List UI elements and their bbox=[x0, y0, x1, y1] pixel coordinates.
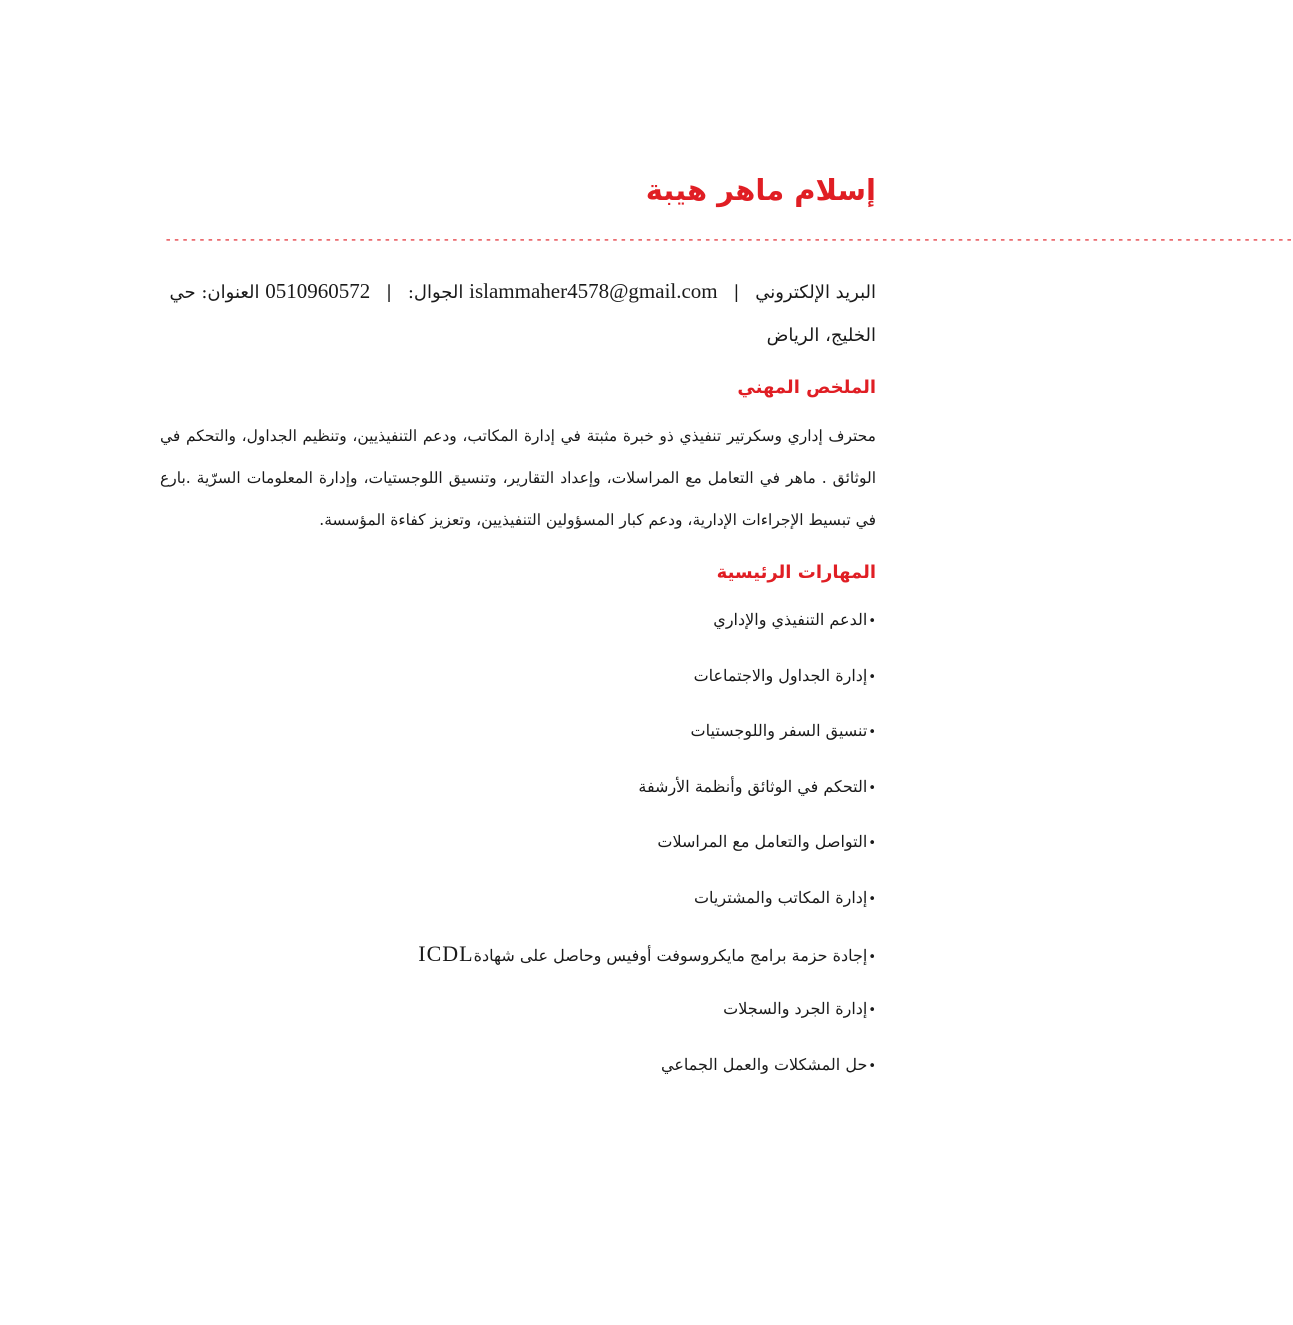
skill-label: إدارة الجداول والاجتماعات bbox=[693, 665, 868, 685]
skill-label: التواصل والتعامل مع المراسلات bbox=[657, 832, 868, 852]
bullet-icon: • bbox=[868, 1003, 876, 1019]
resume-page bbox=[160, 0, 1293, 1325]
skill-label: التحكم في الوثائق وأنظمة الأرشفة bbox=[638, 776, 868, 796]
skill-item bbox=[160, 654, 876, 710]
skill-item bbox=[160, 709, 876, 765]
contact-info bbox=[160, 270, 876, 357]
contact-separator: | bbox=[386, 282, 393, 303]
skill-label: حل المشكلات والعمل الجماعي bbox=[660, 1054, 868, 1074]
bullet-icon: • bbox=[868, 1058, 876, 1074]
skill-item bbox=[160, 987, 876, 1043]
skill-label: الدعم التنفيذي والإداري bbox=[713, 610, 868, 629]
phone-label: الجوال: bbox=[407, 282, 464, 303]
skill-label: تنسيق السفر واللوجستيات bbox=[690, 721, 868, 741]
skill-item bbox=[160, 765, 876, 821]
skill-label: إجادة حزمة برامج مايكروسوفت أوفيس وحاصل على شهادة bbox=[473, 945, 868, 965]
candidate-name: إسلام ماهر هيبة bbox=[645, 173, 876, 207]
summary-heading: الملخص المهني bbox=[737, 377, 876, 398]
phone-number: 0510960572 bbox=[265, 279, 371, 303]
skill-item bbox=[160, 820, 876, 876]
bullet-icon: • bbox=[868, 891, 876, 907]
summary-text: محترف إداري وسكرتير تنفيذي ذو خبرة مثبتة في إدارة المكاتب، ودعم التنفيذيين، وتنظيم الجداول، والتحكم في الوثائق . ماهر في التعامل مع المراسلات، وإعداد التقارير، وتنسيق اللوجستيات، وإدارة المعلومات السرّية .بارع في تبسيط الإجراءات الإدارية، ودعم كبار المسؤولين التنفيذيين، وتعزيز كفاءة المؤسسة. bbox=[160, 427, 876, 529]
skill-item bbox=[160, 932, 876, 988]
contact-separator: | bbox=[733, 282, 740, 303]
skill-item bbox=[160, 1043, 876, 1099]
skill-label: إدارة المكاتب والمشتريات bbox=[693, 887, 868, 907]
bullet-icon: • bbox=[868, 836, 876, 852]
email-address[interactable]: islammaher4578@gmail.com bbox=[469, 279, 718, 303]
skills-heading: المهارات الرئيسية bbox=[716, 562, 876, 583]
bullet-icon: • bbox=[868, 780, 876, 796]
bullet-icon: • bbox=[868, 725, 876, 741]
certificate-name: ICDL bbox=[418, 940, 474, 966]
address-value: حي الخليج، الرياض bbox=[169, 282, 876, 346]
skill-item bbox=[160, 598, 876, 654]
header-divider: -------------------------------------------------------------------------------------------------------------------------------------- bbox=[164, 232, 1293, 248]
email-label: البريد الإلكتروني bbox=[755, 282, 876, 303]
bullet-icon: • bbox=[868, 669, 876, 685]
skill-label: إدارة الجرد والسجلات bbox=[723, 999, 868, 1019]
bullet-icon: • bbox=[868, 614, 876, 629]
address-label: العنوان: bbox=[201, 282, 260, 303]
skills-list bbox=[160, 598, 876, 1098]
skill-item bbox=[160, 876, 876, 932]
bullet-icon: • bbox=[868, 949, 876, 965]
